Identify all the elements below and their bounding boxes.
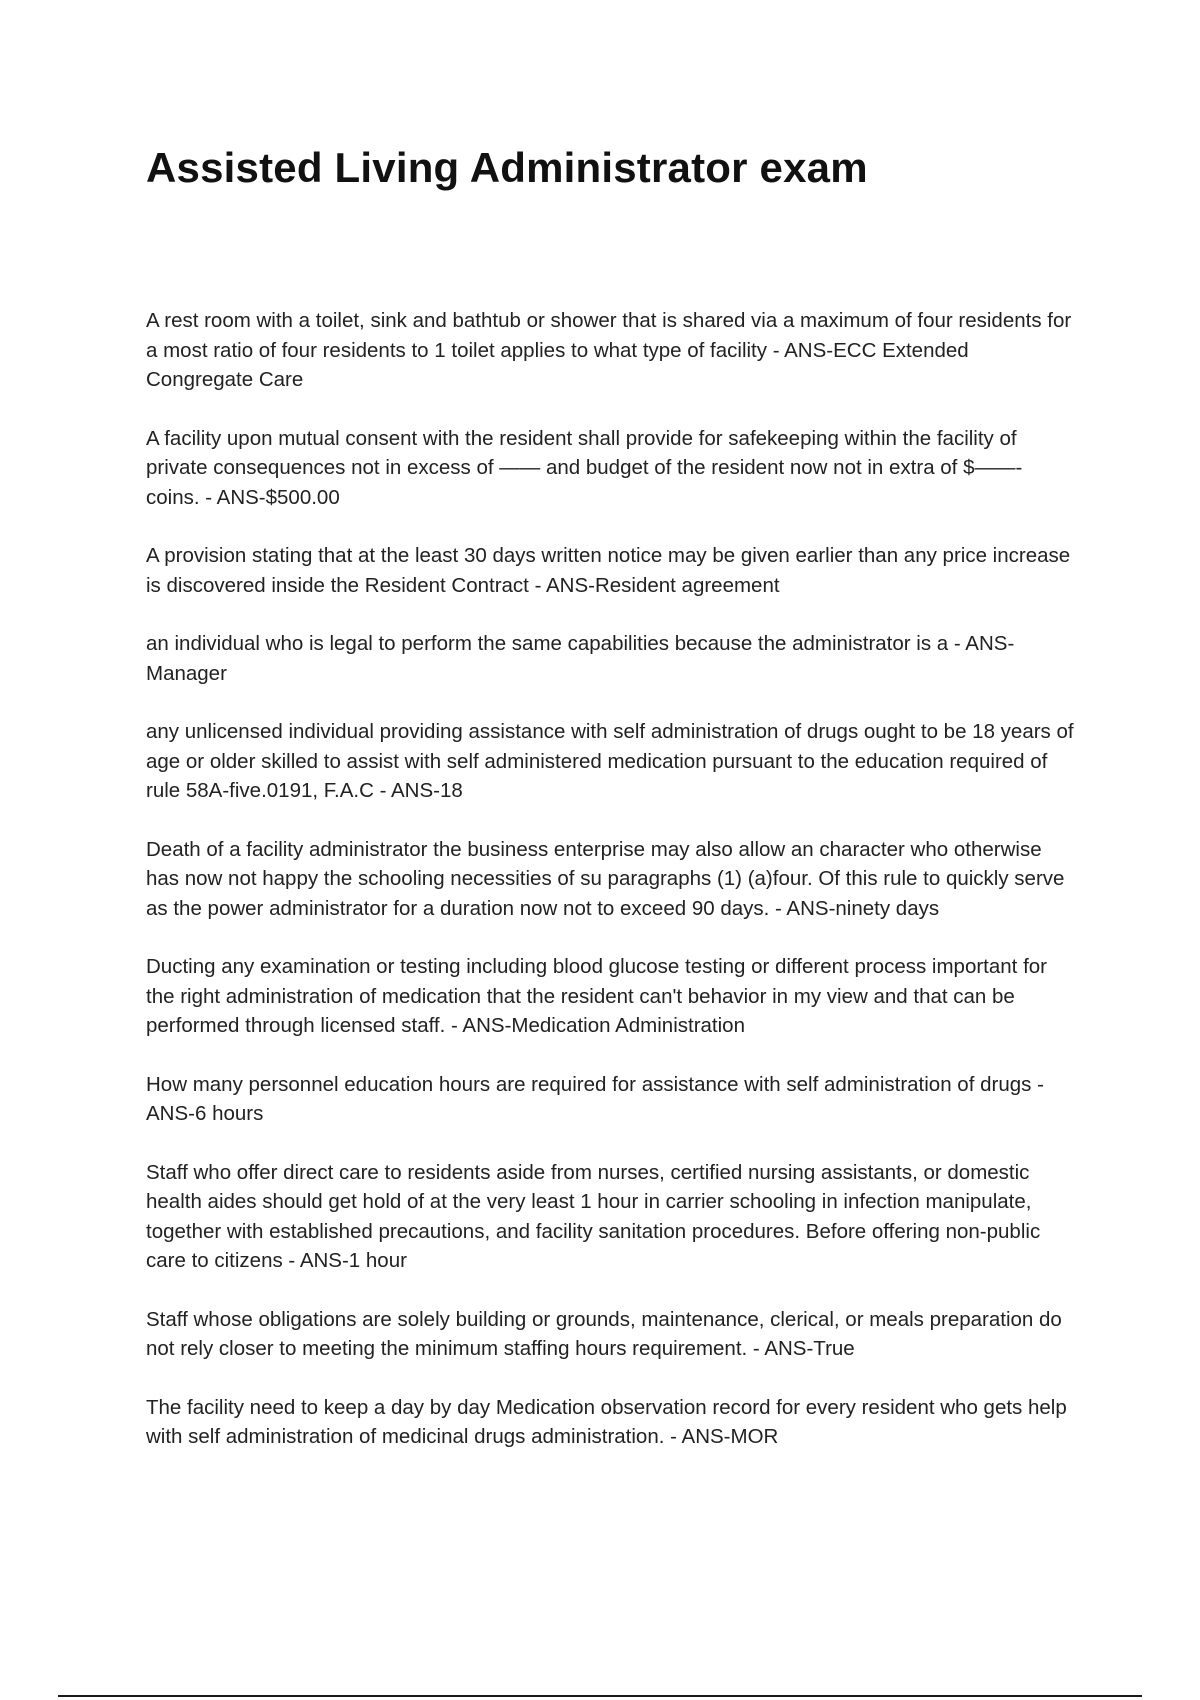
qa-item — [146, 952, 1076, 1041]
answer-text: ANS-Resident agreement — [545, 573, 780, 597]
qa-item — [146, 1305, 1076, 1364]
question-text: The facility need to keep a day by day Medication observation record for every resident who gets help with self administration of medicinal drugs administration. - — [146, 1396, 1067, 1449]
answer-text: ANS-1 hour — [299, 1249, 407, 1272]
question-text: A provision stating that at the least 30 days written notice may be given earlier than any price increase is discovered inside the Resident Contract - — [146, 544, 1070, 597]
qa-item — [146, 629, 1076, 688]
question-text: an individual who is legal to perform the same capabilities because the administrator is a - — [146, 632, 965, 655]
page-title: Assisted Living Administrator exam — [146, 144, 868, 191]
question-text: A rest room with a toilet, sink and bathtub or shower that is shared via a maximum of four residents for a most ratio of four residents to 1 toilet applies to what type of facility - — [146, 309, 1071, 362]
qa-item — [146, 424, 1076, 513]
answer-text: ANS-6 hours — [146, 1102, 264, 1125]
qa-item — [146, 306, 1076, 395]
answer-text: ANS-ECC Extended Congregate Care — [146, 338, 969, 391]
question-text: Staff whose obligations are solely building or grounds, maintenance, clerical, or meals preparation do not rely closer to meeting the minimum staffing hours requirement. - — [146, 1308, 1062, 1361]
qa-item — [146, 1393, 1076, 1452]
question-text: any unlicensed individual providing assistance with self administration of drugs ought to be 18 years of age or older skilled to assist with self administered medication pursuant to the education required of rule 58A-five.0191, F.A.C - — [146, 720, 1074, 802]
qa-item — [146, 717, 1076, 806]
answer-text: ANS-ninety days — [786, 896, 940, 920]
question-text: Staff who offer direct care to residents aside from nurses, certified nursing assistants, or domestic health aides should get hold of at the very least 1 hour in carrier schooling in infection manipulate, together with established precautions, and facility sanitation procedures. Before offering non-public care to citizens - — [146, 1161, 1040, 1273]
answer-text: ANS-MOR — [681, 1425, 779, 1448]
question-text: Death of a facility administrator the business enterprise may also allow an character who otherwise has now not happy the schooling necessities of su paragraphs (1) (a)four. Of this rule to quickly serve as the power administrator for a duration now not to exceed 90 days. - — [146, 838, 1064, 920]
answer-text: ANS-$500.00 — [216, 485, 340, 509]
answer-text: ANS-Manager — [146, 632, 1015, 685]
answer-text: ANS-True — [764, 1337, 855, 1360]
footer-divider — [58, 1695, 1142, 1697]
qa-item — [146, 1158, 1076, 1276]
answer-text: ANS-Medication Administration — [462, 1014, 745, 1037]
question-text: How many personnel education hours are required for assistance with self administration of drugs - — [146, 1073, 1044, 1096]
qa-item — [146, 1070, 1076, 1129]
qa-item — [146, 835, 1076, 924]
question-answer-list — [146, 306, 1076, 1481]
qa-item — [146, 541, 1076, 600]
answer-text: ANS-18 — [391, 779, 463, 802]
question-text: Ducting any examination or testing including blood glucose testing or different process important for the right administration of medication that the resident can't behavior in my view and that can be performed through licensed staff. - — [146, 955, 1047, 1037]
question-text: A facility upon mutual consent with the resident shall provide for safekeeping within the facility of private consequences not in excess of —— and budget of the resident now not in extra of $——- coins. - — [146, 427, 1022, 509]
